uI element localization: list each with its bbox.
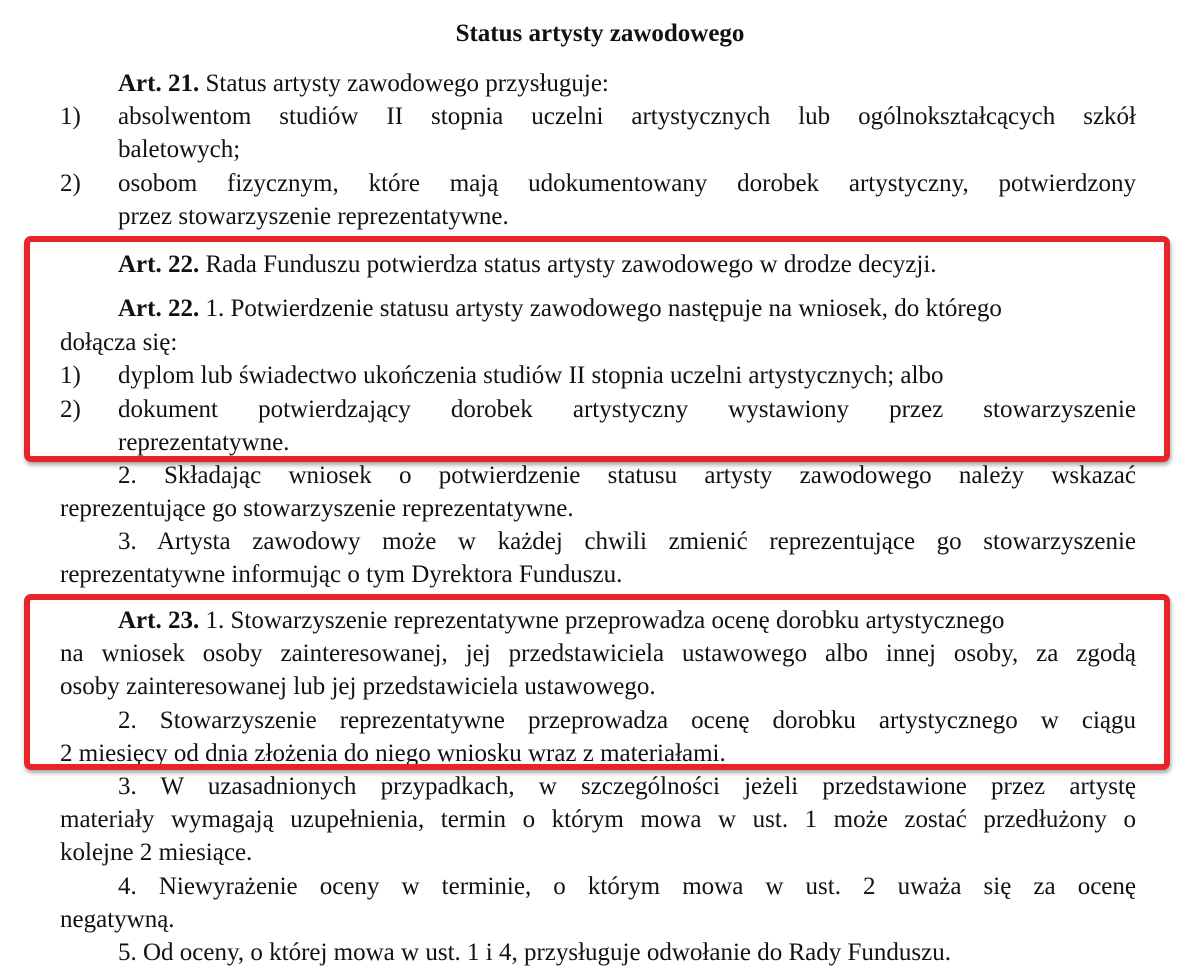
- art21-item2-text: osobom fizycznym, które mają udokumentowany dorobek artystyczny, potwierdzony: [118, 170, 1136, 197]
- art23-p4-line1: 4. Niewyrażenie oceny w terminie, o którym mowa w ust. 2 uważa się za ocenę: [118, 873, 1136, 900]
- art22-new-item1: [0, 359, 1200, 392]
- art22-new-label: Art. 22.: [118, 295, 200, 322]
- art22-new-p2: [0, 459, 1200, 492]
- art23-p5: [0, 936, 1200, 969]
- art23-label: Art. 23.: [118, 607, 200, 634]
- art21-item2-number: 2): [60, 170, 81, 197]
- art22-new-item2-text: dokument potwierdzający dorobek artystyczny wystawiony przez stowarzyszenie: [118, 396, 1136, 423]
- art23-p1-line2: na wniosek osoby zainteresowanej, jej przedstawiciela ustawowego albo innej osoby, za zgodą: [60, 640, 1136, 667]
- art23-p4-cont: [0, 903, 1200, 936]
- art23-p4: [0, 870, 1200, 903]
- art21-intro: [0, 67, 1200, 100]
- art21-intro-text: Status artysty zawodowego przysługuje:: [199, 70, 609, 97]
- art23-p2-cont: [0, 737, 1200, 770]
- art21-item2-continuation: przez stowarzyszenie reprezentatywne.: [118, 203, 509, 230]
- art22-new-p3-line1: 3. Artysta zawodowy może w każdej chwili zmienić reprezentujące go stowarzyszenie: [118, 528, 1136, 555]
- art23-p1: [0, 604, 1200, 637]
- art22-new-p3-line2: reprezentatywne informując o tym Dyrektora Funduszu.: [60, 561, 623, 588]
- art21-item1-number: 1): [60, 103, 81, 130]
- art23-p1-cont2: [0, 670, 1200, 703]
- art22-new-p1-line1: 1. Potwierdzenie statusu artysty zawodowego następuje na wniosek, do którego: [199, 295, 1002, 322]
- art23-p2: [0, 704, 1200, 737]
- art23-p3-line2: materiały wymagają uzupełnienia, termin o którym mowa w ust. 1 może zostać przedłużony o: [60, 806, 1136, 833]
- art21-item1-cont: [0, 133, 1200, 166]
- art23-p5-line1: 5. Od oceny, o której mowa w ust. 1 i 4, przysługuje odwołanie do Rady Funduszu.: [118, 939, 951, 966]
- art22-new-p2-line2: reprezentujące go stowarzyszenie reprezentatywne.: [60, 495, 574, 522]
- art21-item2-cont: [0, 200, 1200, 233]
- art22-new-item2-continuation: reprezentatywne.: [118, 429, 290, 456]
- art23-p2-line2: 2 miesięcy od dnia złożenia do niego wniosku wraz z materiałami.: [60, 740, 726, 767]
- art21-item2: [0, 167, 1200, 200]
- art23-p3-line3: kolejne 2 miesiące.: [60, 839, 253, 866]
- art23-p3-line1: 3. W uzasadnionych przypadkach, w szczególności jeżeli przedstawione przez artystę: [118, 773, 1136, 800]
- art22-new-p2-line1: 2. Składając wniosek o potwierdzenie statusu artysty zawodowego należy wskazać: [118, 462, 1136, 489]
- art22-old-text: Rada Funduszu potwierdza status artysty zawodowego w drodze decyzji.: [199, 251, 937, 278]
- art23-p2-line1: 2. Stowarzyszenie reprezentatywne przeprowadza ocenę dorobku artystycznego w ciągu: [118, 707, 1136, 734]
- art22-old: [0, 248, 1200, 281]
- art21-item1-text: absolwentom studiów II stopnia uczelni artystycznych lub ogólnokształcących szkół: [118, 103, 1136, 130]
- art22-new-p2-cont: [0, 492, 1200, 525]
- art22-new-item2-cont: [0, 426, 1200, 459]
- art22-new-p3-cont: [0, 558, 1200, 591]
- art22-new-p1: [0, 292, 1200, 325]
- document-title: Status artysty zawodowego: [455, 20, 745, 47]
- art21-item1: [0, 100, 1200, 133]
- art22-new-p1-line2: dołącza się:: [60, 329, 178, 356]
- art22-new-p3: [0, 525, 1200, 558]
- art23-p3: [0, 770, 1200, 803]
- art23-p3-cont2: [0, 836, 1200, 869]
- art22-new-item1-number: 1): [60, 362, 81, 389]
- art23-p3-cont1: [0, 803, 1200, 836]
- art22-new-p1-cont: [0, 326, 1200, 359]
- art22-old-label: Art. 22.: [118, 251, 200, 278]
- art23-p1-line3: osoby zainteresowanej lub jej przedstawiciela ustawowego.: [60, 673, 656, 700]
- art21-label: Art. 21.: [118, 70, 200, 97]
- art22-new-item2-number: 2): [60, 396, 81, 423]
- art22-new-item1-text: dyplom lub świadectwo ukończenia studiów II stopnia uczelni artystycznych; albo: [118, 362, 944, 389]
- art22-new-item2: [0, 393, 1200, 426]
- art23-p4-line2: negatywną.: [60, 906, 175, 933]
- art23-p1-cont1: [0, 637, 1200, 670]
- art23-p1-line1: 1. Stowarzyszenie reprezentatywne przeprowadza ocenę dorobku artystycznego: [199, 607, 1005, 634]
- art21-item1-continuation: baletowych;: [118, 136, 241, 163]
